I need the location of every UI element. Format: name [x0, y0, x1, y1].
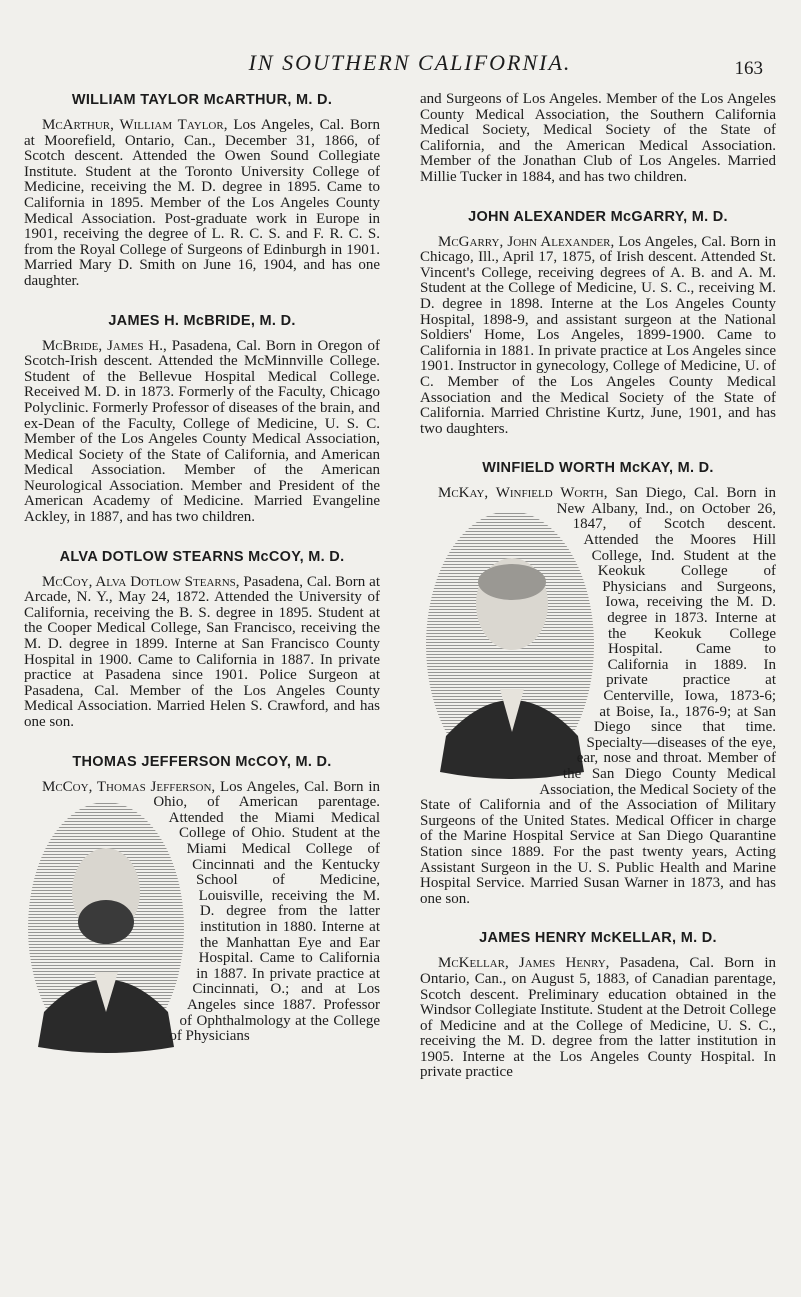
entry-heading: JOHN ALEXANDER McGARRY, M. D.	[468, 208, 728, 225]
entry-lead-name: McKellar, James Henry,	[438, 955, 610, 972]
entry-body	[24, 118, 380, 290]
engraved-portrait-icon	[420, 504, 602, 786]
entry-mcgarry	[420, 209, 776, 438]
entry-heading: THOMAS JEFFERSON McCOY, M. D.	[72, 753, 332, 770]
entry-lead-name: McBride, James H.,	[42, 337, 167, 354]
portrait-mckay	[420, 504, 602, 786]
page-number: 163	[734, 58, 763, 79]
entry-body	[24, 780, 380, 1045]
entry-body	[420, 956, 776, 1081]
entry-text: Los Angeles, Cal. Born at Moorefield, Ontario, Can., December 31, 1866, of Scotch descent. Attended the Owen Sound Collegiate Institute. Student at the Toronto University College of Medicine, receiving the M. D. degree in 1895. Came to California in 1895. Member of the Los Angeles County Medical Association. Post-graduate work in Europe in 1901, receiving the degree of L. R. C. S. and F. R. C. S. from the Royal College of Surgeons of Edinburgh in 1901. Married Mary D. Smith on June 16, 1904, and has one daughter.	[24, 117, 380, 289]
entry-mckay	[420, 460, 776, 907]
entry-heading: JAMES H. McBRIDE, M. D.	[108, 312, 296, 329]
entry-heading: WINFIELD WORTH McKAY, M. D.	[482, 460, 714, 477]
entry-mcbride	[24, 313, 380, 526]
running-head	[0, 50, 801, 80]
entry-thomas-mccoy	[24, 754, 380, 1045]
entry-lead-name: McCoy, Alva Dotlow Stearns,	[42, 573, 240, 590]
engraved-portrait-icon	[24, 797, 192, 1059]
entry-text: Pasadena, Cal. Born in Ontario, Can., on August 5, 1883, of Canadian parentage, Scotch descent. Preliminary education obtained in the Windsor Collegiate Institute. Student at the Detroit College of Medicine and at the College of Medicine, U. S. C., receiving the M. D. degree from the latter institution in 1905. Interne at the Los Angeles County Hospital. In private practice	[420, 955, 776, 1081]
entry-lead-name: McKay, Winfield Worth,	[438, 485, 608, 502]
entry-body	[24, 575, 380, 731]
entry-mckellar	[420, 930, 776, 1081]
running-title: IN SOUTHERN CALIFORNIA.	[248, 50, 572, 75]
entry-text: Pasadena, Cal. Born in Oregon of Scotch-Irish descent. Attended the McMinnville College. Student of the Bellevue Hospital Medical College. Received M. D. in 1873. Formerly of the Faculty, Chicago Polyclinic. Formerly Professor of diseases of the brain, and ex-Dean of the Faculty, College of Medicine, U. S. C. Member of the Los Angeles County Medical Association, Medical Society of the State of California, and American Medical Association. Member of the American Neurological Association. Member and President of the American Academy of Medicine. Married Evangeline Ackley, in 1887, and has two children.	[24, 337, 380, 526]
entry-heading: JAMES HENRY McKELLAR, M. D.	[479, 930, 717, 947]
entry-text-rest: Los Angeles, Cal. Born in Ohio, of American parentage. Attended the Miami Medical College of Ohio. Student at the Miami Medical College of Cincinnati and the Kentucky School of Medicine, Louisville, receiving the M. D. degree from the latter institution in 1880. Interne at the Manhattan Eye and Ear Hospital. Came to California in 1887. In private practice at Cincinnati, O.; and at Los Angeles since 1887. Professor of Ophthalmology at the College of Physicians	[153, 778, 380, 1045]
entry-body	[24, 339, 380, 526]
entry-text: Pasadena, Cal. Born at Arcade, N. Y., May 24, 1872. Attended the University of California, receiving the B. S. degree in 1895. Student at the Cooper Medical College, San Francisco, receiving the M. D. degree in 1899. Interne at San Francisco County Hospital in 1900. Came to California in 1887. In private practice at Pasadena since 1901. Police Surgeon at Pasadena, Cal. Member of the Los Angeles County Medical Association. Married Helen S. Crawford, and has one son.	[24, 573, 381, 730]
portrait-mccoy	[24, 797, 192, 1059]
entry-mcarthur	[24, 92, 380, 290]
entry-heading: WILLIAM TAYLOR McARTHUR, M. D.	[71, 92, 333, 108]
entry-text: Los Angeles, Cal. Born in Chicago, Ill., April 17, 1875, of Irish descent. Attended St. Vincent's College, receiving degrees of A. B. and A. M. Student at the College of Medicine, U. S. C., receiving M. D. degree in 1898. Interne at the Los Angeles County Hospital, 1898-9, and assistant surgeon at the National Soldiers' Home, Los Angeles, 1899-1900. Came to California in 1881. In private practice at Los Angeles since 1901. Instructor in gynecology, College of Medicine, U. of C. Member of the Los Angeles County Medical Association and the Medical Society of the State of California. Married Christine Kurtz, June, 1901, and has two daughters.	[420, 233, 777, 437]
entry-lead-name: McCoy, Thomas Jefferson,	[42, 778, 216, 795]
entry-lead-name: McGarry, John Alexander,	[438, 233, 615, 250]
entry-continuation: and Surgeons of Los Angeles. Member of the Los Angeles County Medical Association, the Southern California Medical Society, Medical Society of the State of California, and the American Medical Association. Member of the Jonathan Club of Los Angeles. Married Millie Tucker in 1884, and has two children.	[420, 91, 776, 185]
right-column	[420, 92, 776, 1104]
entry-body	[420, 486, 776, 907]
entry-alva-mccoy	[24, 549, 380, 731]
left-column	[24, 92, 380, 1068]
entry-text: San Diego, Cal. Born in New Albany, Ind., on October 26, 1847, of Scotch descent. Attended the Moores Hill College, Ind. Student at the Keokuk College of Physicians and Surgeons, Iowa, receiving the M. D. degree in 1873. Interne at the Keokuk College Hospital. Came to California in 1889. In private practice at Centerville, Iowa, 1873-6; at Boise, Ia., 1876-9; at San Diego since that time. Specialty—diseases of the eye, ear, nose and throat. Member of the San Diego County Medical Association, the Medical Society of the State of California and of the Association of Military Surgeons of the United States. Medical Officer in charge of the Marine Hospital Service at San Diego Quarantine Station since 1889. For the past twenty years, Acting Assistant Surgeon in the U. S. Public Health and Marine Hospital Service. Married Susan Warner in 1873, and has one son.	[420, 485, 776, 907]
entry-body	[420, 235, 776, 438]
entry-heading: ALVA DOTLOW STEARNS McCOY, M. D.	[59, 548, 345, 565]
entry-lead-name: McArthur, William Taylor,	[42, 117, 228, 133]
